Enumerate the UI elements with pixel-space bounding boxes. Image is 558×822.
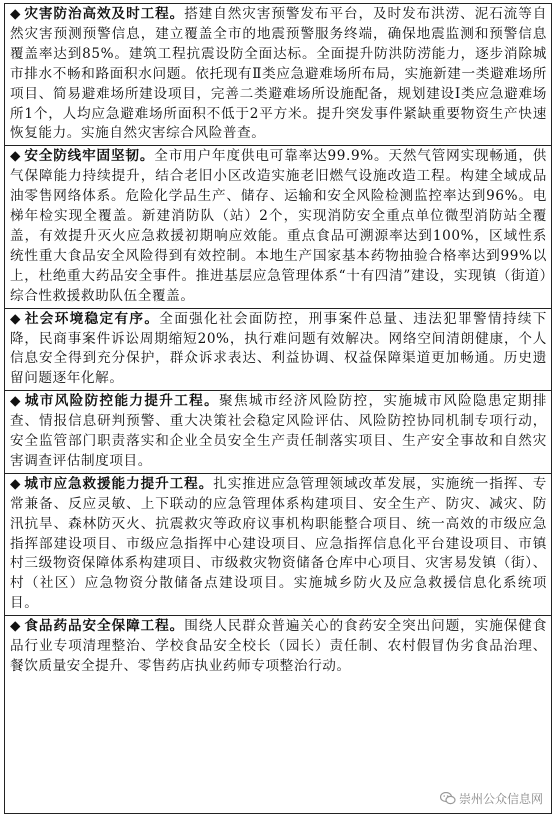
section-safety-defense (10, 147, 547, 306)
wechat-icon (440, 792, 456, 805)
section-divider (5, 390, 551, 391)
section-title: 城市应急救援能力提升工程。 (24, 475, 214, 492)
section-social-environment (10, 310, 547, 390)
section-divider (5, 473, 551, 474)
section-body: 全市用户年度供电可靠率达99.9%。天然气管网实现畅通，供气保障能力持续提升，结合老旧小区改造实施老旧燃气设施改造工程。构建全域成品油零售网络体系。危险化学品生产、储存、运输和安全风险检测监控率达到96%。电梯年检实现全覆盖。新建消防队（站）2个，实现消防安全重点单位微型消防站全覆盖，有效提升灭火应急救援初期响应效能。重点食品可溯源率达到100%，区域性系统性重大食品安全风险得到有效控制。本地生产国家基本药物抽验合格率达到99%以上，杜绝重大药品安全事件。推进基层应急管理体系“十有四清”建设，实现镇（街道）综合性救援救助队伍全覆盖。 (10, 148, 547, 304)
section-divider (5, 615, 551, 616)
section-risk-control (10, 392, 547, 472)
section-divider (5, 308, 551, 309)
section-disaster-prevention (10, 5, 547, 144)
section-divider (5, 145, 551, 146)
diamond-bullet-icon: ◆ (10, 393, 22, 410)
section-title: 城市风险防控能力提升工程。 (24, 393, 220, 410)
section-paragraph (10, 147, 547, 306)
diamond-bullet-icon: ◆ (10, 6, 22, 22)
section-title: 食品药品安全保障工程。 (24, 618, 185, 635)
section-body: 聚焦城市经济风险防控，实施城市风险隐患定期排查、情报信息研判预警、重大决策社会稳定风险评估、风险防控协同机制专项行动，安全监管部门职责落实和企业全员安全生产责任制落实项目、生产安全事故和自然灾害调查评估制度项目。 (10, 393, 547, 469)
watermark-text: 崇州公众信息网 (458, 792, 543, 806)
section-food-drug-safety (10, 617, 547, 677)
diamond-bullet-icon: ◆ (10, 618, 22, 635)
diamond-bullet-icon: ◆ (10, 475, 22, 492)
section-paragraph (10, 475, 547, 614)
document-page (4, 3, 552, 814)
section-body: 围绕人民群众普遍关心的食药安全突出问题，实施保健食品行业专项清理整治、学校食品安全校长（园长）责任制、农村假冒伪劣食品治理、餐饮质量安全提升、零售药店执业药师专项整治行动。 (10, 618, 547, 674)
section-title: 社会环境稳定有序。 (24, 310, 160, 327)
section-body: 扎实推进应急管理领域改革发展，实施统一指挥、专常兼备、反应灵敏、上下联动的应急管理体系构建项目、安全生产、防灾、减灾、防汛抗旱、森林防灭火、抗震救灾等政府议事机构职能整合项目、统一高效的市级应急指挥部建设项目、市级应急指挥中心建设项目、应急指挥信息化平台建设项目、市镇村三级物资保障体系构建项目、市级救灾物资储备仓库中心项目、灾害易发镇（街）、村（社区）应急物资分散储备点建设项目。实施城乡防火及应急救援信息化系统项目。 (10, 475, 547, 612)
section-paragraph (10, 310, 547, 390)
section-paragraph (10, 392, 547, 472)
section-body: 全面强化社会面防控，刑事案件总量、违法犯罪警情持续下降，民商事案件诉讼周期缩短20%，执行难问题有效解决。网络空间清朗健康，个人信息安全得到充分保护，群众诉求表达、利益协调、权益保障渠道更加畅通。历史遗留问题逐年化解。 (10, 310, 547, 387)
section-paragraph (10, 617, 547, 677)
section-paragraph (10, 5, 547, 144)
section-emergency-rescue (10, 475, 547, 614)
diamond-bullet-icon: ◆ (10, 310, 22, 327)
section-title: 安全防线牢固坚韧。 (24, 148, 155, 165)
diamond-bullet-icon: ◆ (10, 148, 22, 165)
watermark (438, 790, 545, 807)
section-body: 搭建自然灾害预警发布平台，及时发布洪涝、泥石流等自然灾害预测预警信息，建立覆盖全市的地震预警服务终端，确保地震监测和预警信息覆盖率达到85%。建筑工程抗震设防全面达标。全面提升防洪防涝能力，逐步消除城市排水不畅和路面积水问题。依托现有Ⅱ类应急避难场所布局，实施新建一类避难场所项目、简易避难场所建设项目，完善二类避难场所设施配备，规划建设Ⅰ类应急避难场所1个，人均应急避难场所面积不低于2平方米。提升突发事件紧缺重要物资生产快速恢复能力。实施自然灾害综合风险普查。 (10, 6, 547, 142)
section-title: 灾害防治高效及时工程。 (24, 6, 185, 22)
